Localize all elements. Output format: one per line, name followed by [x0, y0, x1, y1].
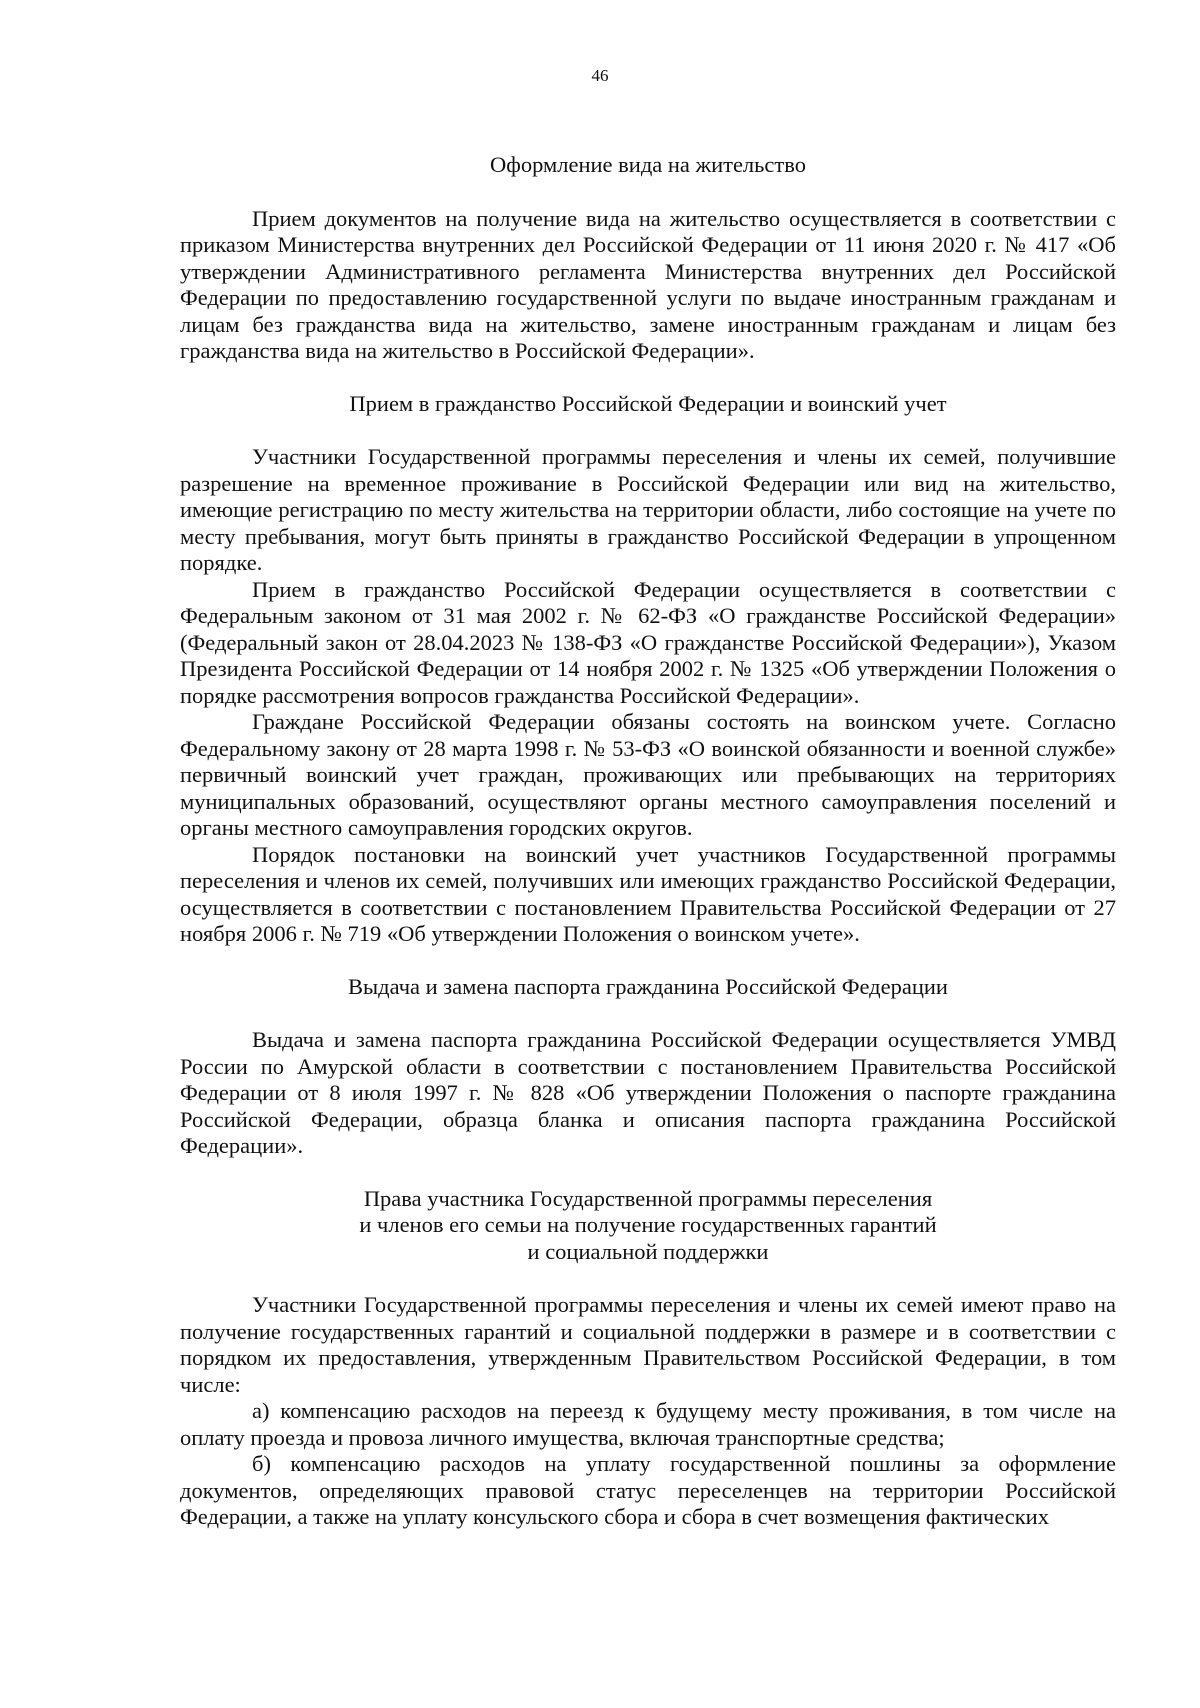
paragraph: Выдача и замена паспорта гражданина Российской Федерации осуществляется УМВД России по Амурской области в соответствии с постановлением Правительства Российской Федерации от 8 июля 1997 г. № 828 «Об утверждении Положения о паспорте гражданина Российской Федерации, образца бланка и описания паспорта гражданина Российской Федерации». — [180, 1027, 1116, 1158]
section-heading-citizenship-military: Прием в гражданство Российской Федерации и воинский учет — [349, 390, 947, 416]
page-number: 46 — [591, 66, 609, 85]
list-item-a: а) компенсацию расходов на переезд к будущему месту проживания, в том числе на оплату проезда и провоза личного имущества, включая транспортные средства; — [180, 1398, 1116, 1450]
section-heading-rights-line-1: Права участника Государственной программы переселения — [363, 1185, 933, 1211]
paragraph: Прием документов на получение вида на жительство осуществляется в соответствии с приказом Министерства внутренних дел Российской Федерации от 11 июня 2020 г. № 417 «Об утверждении Административного регламента Министерства внутренних дел Российской Федерации по предоставлению государственной услуги по выдаче иностранным гражданам и лицам без гражданства вида на жительство, замене иностранным гражданам и лицам без гражданства вида на жительство в Российской Федерации». — [180, 205, 1116, 363]
section-heading-rights-line-3: и социальной поддержки — [527, 1238, 769, 1264]
paragraph: Прием в гражданство Российской Федерации осуществляется в соответствии с Федеральным законом от 31 мая 2002 г. № 62-ФЗ «О гражданстве Российской Федерации» (Федеральный закон от 28.04.2023 № 138-ФЗ «О гражданстве Российской Федерации»), Указом Президента Российской Федерации от 14 ноября 2002 г. № 1325 «Об утверждении Положения о порядке рассмотрения вопросов гражданства Российской Федерации». — [180, 576, 1116, 708]
list-item-b: б) компенсацию расходов на уплату государственной пошлины за оформление документов, определяющих правовой статус переселенцев на территории Российской Федерации, а также на уплату консульского сбора и сбора в счет возмещения фактических — [180, 1451, 1116, 1529]
paragraph: Граждане Российской Федерации обязаны состоять на воинском учете. Согласно Федеральному закону от 28 марта 1998 г. № 53-ФЗ «О воинской обязанности и военной службе» первичный воинский учет граждан, проживающих или пребывающих на территориях муниципальных образований, осуществляют органы местного самоуправления поселений и органы местного самоуправления городских округов. — [180, 709, 1116, 840]
paragraph: Порядок постановки на воинский учет участников Государственной программы переселения и членов их семей, получивших или имеющих гражданство Российской Федерации, осуществляется в соответствии с постановлением Правительства Российской Федерации от 27 ноября 2006 г. № 719 «Об утверждении Положения о воинском учете». — [180, 841, 1116, 946]
paragraph: Участники Государственной программы переселения и члены их семей, получившие разрешение на временное проживание в Российской Федерации или вид на жительство, имеющие регистрацию по месту жительства на территории области, либо состоящие на учете по месту пребывания, могут быть приняты в гражданство Российской Федерации в упрощенном порядке. — [180, 444, 1116, 575]
section-heading-rights-line-2: и членов его семьи на получение государственных гарантий — [359, 1212, 937, 1237]
document-body — [180, 152, 1116, 1531]
section-heading-residence-permit: Оформление вида на жительство — [490, 152, 806, 177]
section-heading-passport: Выдача и замена паспорта гражданина Российской Федерации — [348, 973, 948, 999]
paragraph: Участники Государственной программы переселения и члены их семей имеют право на получение государственных гарантий и социальной поддержки в размере и в соответствии с порядком их предоставления, утвержденным Правительством Российской Федерации, в том числе: — [180, 1292, 1116, 1397]
